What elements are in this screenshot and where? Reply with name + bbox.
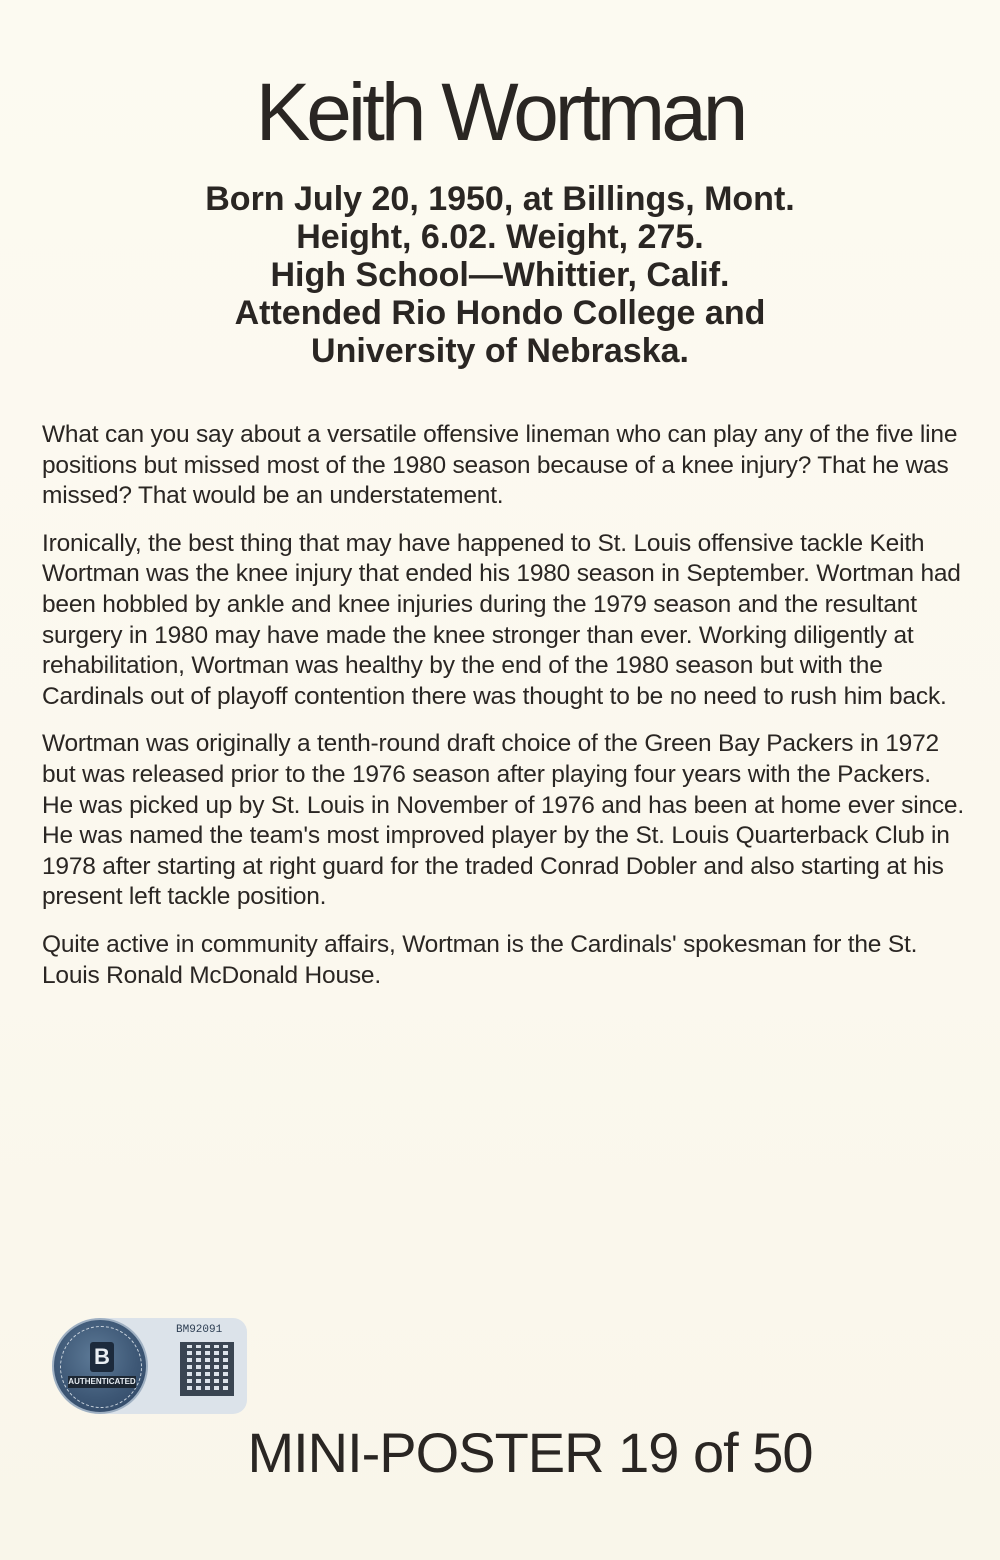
biography — [42, 420, 966, 1008]
seal-label: AUTHENTICATED — [68, 1377, 136, 1386]
certificate-id: BM92091 — [176, 1324, 223, 1336]
poster-number: MINI-POSTER 19 of 50 — [247, 1421, 813, 1484]
college-line-1: Attended Rio Hondo College and — [234, 294, 766, 332]
bio-paragraph-3: Wortman was originally a tenth-round draft choice of the Green Bay Packers in 1972 but was released prior to the 1976 season after playing four years with the Packers. He was picked up by St. Louis in November of 1976 and has been at home ever since. He was named the team's most improved player by the St. Louis Quarterback Club in 1978 after starting at right guard for the traded Conrad Dobler and also starting at his present left tackle position. — [42, 730, 964, 911]
college-line-2: University of Nebraska. — [311, 332, 689, 370]
bio-paragraph-1: What can you say about a versatile offensive lineman who can play any of the five line positions but missed most of the 1980 season because of a knee injury? That he was missed? That would be an understatement. — [42, 421, 958, 510]
player-vitals — [100, 180, 900, 370]
beckett-seal-icon — [52, 1318, 148, 1414]
authentication-sticker — [52, 1318, 247, 1414]
player-name: Keith Wortman — [255, 67, 745, 158]
seal-letter: B — [90, 1342, 114, 1372]
birth-line: Born July 20, 1950, at Billings, Mont. — [205, 180, 795, 218]
bio-paragraph-4: Quite active in community affairs, Wortman is the Cardinals' spokesman for the St. Louis Ronald McDonald House. — [42, 930, 918, 989]
bio-paragraph-2: Ironically, the best thing that may have happened to St. Louis offensive tackle Keith Wortman was the knee injury that ended his 1980 season in September. Wortman had been hobbled by ankle and knee injuries during the 1979 season and the resultant surgery in 1980 may have made the knee stronger than ever. Working diligently at rehabilitation, Wortman was healthy by the end of the 1980 season but with the Cardinals out of playoff contention there was thought to be no need to rush him back. — [42, 529, 961, 710]
qr-code-icon — [180, 1342, 234, 1396]
high-school-line: High School—Whittier, Calif. — [270, 256, 730, 294]
height-weight-line: Height, 6.02. Weight, 275. — [296, 218, 704, 256]
